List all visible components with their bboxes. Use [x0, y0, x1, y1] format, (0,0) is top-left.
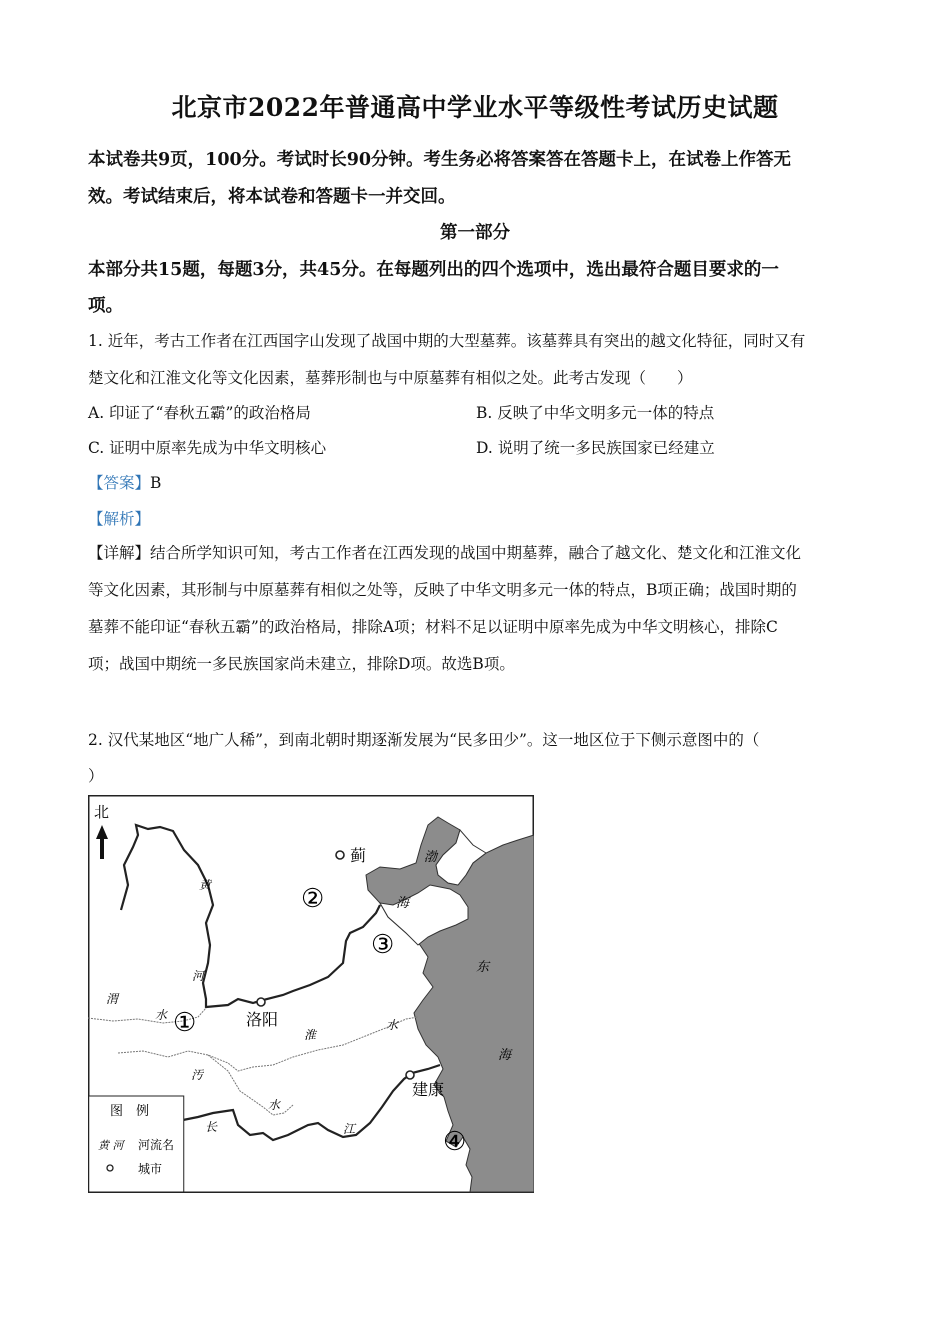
region-3: ③	[371, 930, 395, 960]
river-huang-label: 黄	[199, 878, 212, 892]
river-ru-label: 汚	[191, 1068, 204, 1082]
q1-option-b: B. 反映了中华文明多元一体的特点	[476, 404, 715, 422]
river-jiang-label: 江	[343, 1122, 356, 1136]
q1-option-c: C. 证明中原率先成为中华文明核心	[88, 439, 327, 457]
river-he-label: 河	[192, 969, 205, 983]
river-wei-shui-label: 水	[155, 1008, 168, 1022]
sea-bo-label: 渤	[424, 850, 438, 865]
q1-detail-line-1	[88, 541, 868, 563]
q2-stem-line-2: ）	[88, 767, 104, 785]
region-1: ①	[173, 1008, 197, 1038]
region-4: ④	[443, 1127, 467, 1157]
q1-detail-line-2: 等文化因素，其形制与中原墓葬有相似之处等，反映了中华文明多元一体的特点，B项正确；战国时期的	[88, 581, 797, 599]
han-region-map	[88, 795, 534, 1193]
sea-hai2-label: 海	[498, 1048, 512, 1063]
city-ji-marker	[336, 851, 344, 859]
q1-option-a: A. 印证了“春秋五霸”的政治格局	[88, 404, 311, 422]
river-chang-label: 长	[205, 1120, 218, 1134]
river-ru-shui-label: 水	[268, 1098, 281, 1112]
q1-option-d: D. 说明了统一多民族国家已经建立	[476, 439, 715, 457]
region-2: ②	[301, 884, 325, 914]
city-jiankang-marker	[406, 1071, 414, 1079]
legend-title: 图 例	[110, 1104, 150, 1119]
part-heading: 第一部分	[440, 223, 510, 243]
legend-city-label: 城市	[138, 1162, 163, 1176]
answer-tag: 【答案】	[88, 474, 151, 492]
answer-value: B	[150, 474, 162, 492]
river-huai-shui-label: 水	[386, 1018, 399, 1032]
river-wei-label: 渭	[106, 992, 119, 1006]
legend-river-sample: 黄 河	[98, 1139, 124, 1152]
river-huai-label: 淮	[304, 1028, 317, 1042]
north-label: 北	[94, 803, 110, 821]
legend-city-marker	[107, 1165, 113, 1171]
intro-line-2: 效。考试结束后，将本试卷和答题卡一并交回。	[88, 187, 456, 207]
sea-hai-label: 海	[396, 896, 410, 911]
legend-river-label: 河流名	[138, 1138, 175, 1152]
detail-text-1: 结合所学知识可知，考古工作者在江西发现的战国中期墓葬，融合了越文化、楚文化和江淮文化	[150, 544, 802, 562]
city-luoyang-label: 洛阳	[246, 1010, 279, 1029]
q1-detail-line-3: 墓葬不能印证“春秋五霸”的政治格局，排除A项；材料不足以证明中原率先成为中华文明核心，排除C	[88, 618, 778, 636]
detail-tag: 【详解】	[88, 544, 151, 562]
city-ji-label: 蓟	[350, 846, 367, 865]
exam-title: 北京市2022年普通高中学业水平等级性考试历史试题	[171, 93, 779, 122]
q1-stem-line-1: 1. 近年，考古工作者在江西国字山发现了战国中期的大型墓葬。该墓葬具有突出的越文化特征，同时又有	[88, 332, 806, 350]
intro-line-1: 本试卷共9页，100分。考试时长90分钟。考生务必将答案答在答题卡上，在试卷上作答无	[88, 150, 792, 170]
part-desc-line-2: 项。	[88, 296, 123, 316]
sea-dong-label: 东	[476, 960, 490, 975]
q1-stem-line-2: 楚文化和江淮文化等文化因素，墓葬形制也与中原墓葬有相似之处。此考古发现（ ）	[88, 369, 693, 387]
part-desc-line-1: 本部分共15题，每题3分，共45分。在每题列出的四个选项中，选出最符合题目要求的一	[88, 260, 779, 280]
analysis-tag: 【解析】	[88, 510, 151, 528]
q1-answer-row	[88, 471, 868, 493]
city-jiankang-label: 建康	[412, 1080, 445, 1099]
q2-stem-line-1: 2. 汉代某地区“地广人稀”，到南北朝时期逐渐发展为“民多田少”。这一地区位于下侧示意图中的（	[88, 731, 760, 749]
city-luoyang-marker	[257, 998, 265, 1006]
q1-detail-line-4: 项；战国中期统一多民族国家尚未建立，排除D项。故选B项。	[88, 655, 515, 673]
